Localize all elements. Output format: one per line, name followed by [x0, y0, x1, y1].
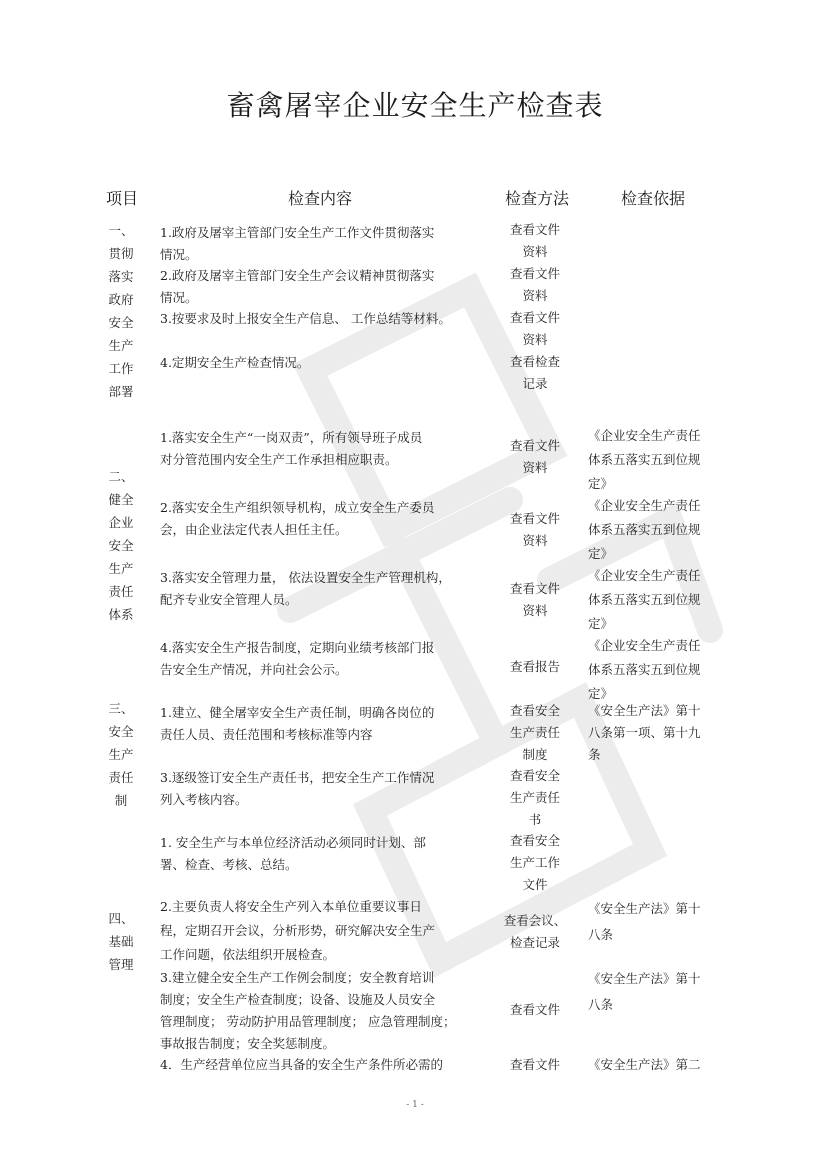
- header-basis: 检查依据: [621, 189, 686, 208]
- check-content: 1.政府及屠宰主管部门安全生产工作文件贯彻落实 情况。: [160, 225, 435, 262]
- check-basis: 《安全生产法》第十 八条: [588, 971, 701, 1012]
- check-content: 3.落实安全管理力量， 依法设置安全生产管理机构， 配齐专业安全管理人员。: [160, 570, 451, 607]
- check-method: 查看文件 资料: [509, 222, 560, 259]
- check-method: 查看文件 资料: [509, 581, 560, 618]
- check-content: 1. 安全生产与本单位经济活动必须同时计划、部 署、检查、考核、总结。: [160, 835, 426, 872]
- section-label: 一、 贯彻 落实 政府 安全 生产 工作 部署: [108, 223, 134, 399]
- check-method: 查看安全 生产责任 书: [509, 768, 560, 827]
- check-basis: 《安全生产法》第二: [588, 1057, 701, 1072]
- check-method: 查看文件 资料: [509, 511, 560, 548]
- check-basis: 《企业安全生产责任 体系五落实五到位规 定》: [588, 428, 701, 491]
- header-item: 项目: [106, 189, 139, 208]
- section-label: 四、 基础 管理: [108, 911, 134, 972]
- page-number: - 1 -: [406, 1100, 424, 1110]
- check-method: 查看安全 生产工作 文件: [509, 833, 560, 892]
- check-content: 4.落实安全生产报告制度，定期向业绩考核部门报 告安全生产情况，并向社会公示。: [160, 640, 435, 677]
- header-content: 检查内容: [288, 189, 353, 208]
- check-content: 3.建立健全安全生产工作例会制度；安全教育培训 制度；安全生产检查制度；设备、设施及人员安全 管理制度； 劳动防护用品管理制度； 应急管理制度； 事故报告制度；安全奖惩制度。: [160, 970, 456, 1051]
- check-method: 查看文件 资料: [509, 310, 560, 347]
- check-basis: 《安全生产法》第十 八条: [588, 901, 701, 942]
- check-content: 3.逐级签订安全生产责任书，把安全生产工作情况 列入考核内容。: [160, 770, 435, 807]
- check-method: 查看报告: [509, 659, 560, 674]
- check-method: 查看会议、 检查记录: [503, 913, 567, 950]
- check-basis: 《企业安全生产责任 体系五落实五到位规 定》: [588, 568, 701, 631]
- check-method: 查看文件 资料: [509, 266, 560, 303]
- check-basis: 《企业安全生产责任 体系五落实五到位规 定》: [588, 498, 701, 561]
- check-method: 查看检查 记录: [509, 354, 560, 391]
- check-content: 2.主要负责人将安全生产列入本单位重要议事日 程，定期召开会议，分析形势，研究解决安全生产 工作问题，依法组织开展检查。: [160, 899, 436, 962]
- check-basis: 《安全生产法》第十 八条第一项、第十九 条: [588, 703, 701, 762]
- check-method: 查看文件 资料: [509, 438, 560, 475]
- check-content: 2.落实安全生产组织领导机构，成立安全生产委员 会，由企业法定代表人担任主任。: [160, 500, 435, 537]
- check-method: 查看文件: [509, 1057, 560, 1072]
- check-method: 查看安全 生产责任 制度: [509, 703, 560, 762]
- section-label: 三、 安全 生产 责任 制: [108, 701, 134, 808]
- section-label: 二、 健全 企业 安全 生产 责任 体系: [108, 469, 134, 622]
- check-content: 3.按要求及时上报安全生产信息、 工作总结等材料。: [160, 311, 451, 326]
- header-method: 检查方法: [505, 189, 570, 208]
- check-content: 4．生产经营单位应当具备的安全生产条件所必需的: [160, 1057, 443, 1072]
- check-content: 2.政府及屠宰主管部门安全生产会议精神贯彻落实 情况。: [160, 268, 435, 305]
- check-content: 1.建立、健全屠宰安全生产责任制，明确各岗位的 责任人员、责任范围和考核标准等内容: [160, 705, 435, 742]
- check-method: 查看文件: [509, 1002, 560, 1017]
- check-content: 4.定期安全生产检查情况。: [160, 355, 310, 370]
- document-title: 畜禽屠宰企业安全生产检查表: [226, 89, 604, 122]
- check-content: 1.落实安全生产“一岗双责”，所有领导班子成员 对分管范围内安全生产工作承担相应职责。: [160, 430, 423, 467]
- check-basis: 《企业安全生产责任 体系五落实五到位规 定》: [588, 638, 701, 701]
